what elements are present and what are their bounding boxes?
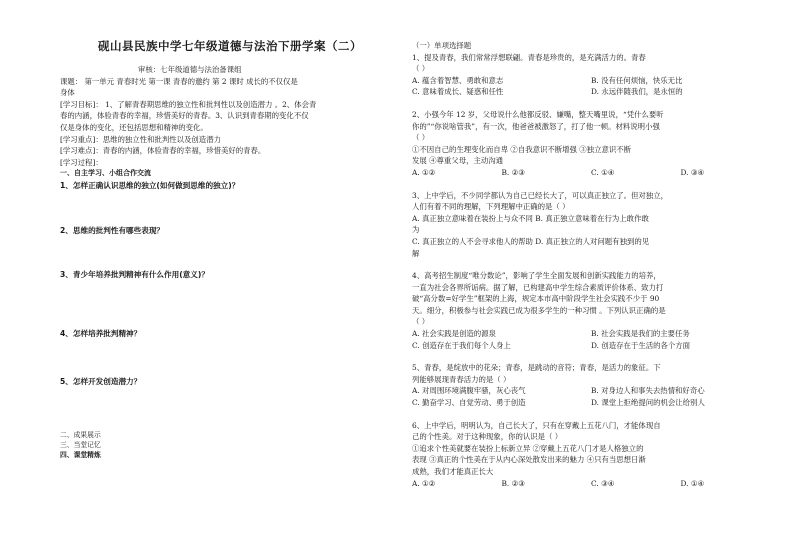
question-stem: 天。细分，积极参与社会实践已成为很多学生的一种习惯 。下列认识正确的是 [412,305,666,315]
objectives-line: [学习目标]： 1、了解青春期思维的独立性和批判性以及创造潜力 。2、体会青 [60,99,317,109]
statement-list: ①追求个性美就要在装扮上标新立异 ②穿戴上五花八门才是人格独立的 [412,443,644,453]
question-stem: 3、上中学后，不少同学都认为自己已经长大了，可以真正独立了。但对独立， [412,190,668,200]
options-row [412,167,770,179]
option-b: B. ②③ [501,167,525,177]
option-b: B. 没有任何烦恼，快乐无比 [591,75,683,85]
option-a: A. ①② [412,167,436,177]
options-row [412,478,770,490]
question-stem: 1、提及青春，我们常常浮想联翩。青春是珍贵的，是充满活力的。青春 [412,52,646,62]
mc-question-6 [412,420,770,490]
option-c: C. 勤奋学习、自觉劳动、勇于创造 [412,398,526,408]
option-d: D. 课堂上拒绝提问的机会让给别人 [591,398,705,408]
option-d-cont: 解 [412,248,420,258]
objectives-line: 仅是身体的变化，还包括思想和精神的变化。 [60,122,208,132]
question-stem: 你的”“你说啥管我”，有一次，他爸爸被激怒了，打了他一顿。材料说明小强 [412,121,660,131]
question-3: 3、青少年培养批判精神有什么作用(意义)？ [60,270,209,280]
option-c: C. 意味着成长、疑惑和任性 [412,87,504,97]
self-study-label: 一、自主学习、小组合作交流 [60,169,151,178]
section-results: 二、成果展示 [60,430,101,439]
option-c: C. ③④ [591,478,615,488]
option-d: D. 创造存在于生活的各个方面 [591,340,691,350]
option-b: B. ②③ [501,478,525,488]
option-a-b: A. 真正独立意味着在装扮上与众不同 B. 真正独立意味着在行为上敢作敢 [412,213,649,223]
question-4: 4、怎样培养批判精神？ [60,328,142,338]
right-column [412,40,770,489]
answer-blank: （ ） [412,64,430,74]
mc-question-2 [412,109,770,179]
process-label: [学习过程]： [60,157,103,167]
option-b-cont: 为 [412,225,420,235]
options-row [412,385,770,397]
mc-question-1 [412,52,770,98]
option-d: D. 永远伴随我们，是永恒的 [591,87,683,97]
question-5: 5、怎样开发创造潜力？ [60,377,142,387]
options-row [412,340,770,352]
option-b: B. 对身边人和事失去热情和好奇心 [591,386,705,396]
question-1: 1、怎样正确认识思维的独立(如何做到思维的独立)？ [60,180,240,190]
statement-list: 发展 ④尊重父母，主动沟通 [412,156,504,166]
mc-section-label: （一）单项选择题 [412,41,472,50]
question-stem: 己的个性美。对于这种现象，你的认识是（ ） [412,432,563,442]
reviewers-line: 审核：七年级道德与法治备课组 [138,65,242,74]
left-column [60,38,390,460]
options-row [412,75,770,87]
mc-question-4 [412,270,770,351]
question-stem: 2、小强今年 12 岁，父母说什么他都反驳、嫌嘴，整天嘴里说，“凭什么要听 [412,109,664,119]
option-b: B. 社会实践是我们的主要任务 [591,329,690,339]
options-row [412,397,770,409]
topic-line: 课题： 第一单元 青春时光 第一课 青春的邀约 第 2 课时 成长的不仅仅是 [60,76,298,86]
statement-list: ①不因自己的生理变化而自卑 ②自我意识不断增强 ③独立意识不断 [412,144,632,154]
topic-line-cont: 身体 [60,88,75,98]
mc-question-5 [412,362,770,408]
difficulty: [学习难点]：青春的内涵，体验青春的幸福，珍惜美好的青春。 [60,146,266,156]
key-point: [学习重点]：思维的独立性和批判性以及创造潜力 [60,134,221,144]
statement-list: 成熟，我们才能真正长大 [412,467,494,476]
mc-question-3 [412,190,770,260]
question-stem: 一直为社会各界所诟病。据了解，已构建高中学生综合素质评价体系、致力打 [412,282,664,292]
answer-blank: （ ） [412,317,430,327]
option-c-d: C. 真正独立的人不会寻求他人的帮助 D. 真正独立的人对问题有独到的见 [412,236,650,246]
statement-list: 表现 ③真正的个性美在于从内心深处散发出来的魅力 ④只有当思想日渐 [412,455,646,465]
option-a: A. 蕴含着智慧、勇敢和意志 [412,75,504,85]
question-stem: 6、上中学后，明明认为，自己长大了，只有在穿戴上五花八门，才能体现自 [412,420,661,430]
question-stem: 列能够展现青春活力的是（ ） [412,374,511,384]
option-c: C. 创造存在于我们每个人身上 [412,340,511,350]
options-row [412,328,770,340]
option-a: A. ①② [412,478,436,488]
question-stem: 5、青春，是绽放中的花朵；青春，是跳动的音符；青春，是活力的象征。下 [412,363,661,373]
section-memory: 三、当堂记忆 [60,440,101,449]
page-title: 砚山县民族中学七年级道德与法治下册学案（二） [98,39,362,53]
question-stem: 人们有着不同的理解，下列理解中正确的是（ ） [412,202,570,212]
option-c: C. ①④ [591,167,615,177]
objectives-line: 春的内涵，体验青春的幸福，珍惜美好的青春。3、认识到青春期的变化不仅 [60,111,309,121]
question-stem: 4、高考招生制度“唯分数论”，影响了学生全面发展和创新实践能力的培养， [412,271,661,281]
option-d: D. ③④ [680,167,705,177]
question-stem: 破“高分数=好学生”框架的上海，规定本市高中阶段学生社会实践不少于 90 [412,294,660,304]
options-row [412,86,770,98]
section-practice: 四、课堂精炼 [60,450,101,459]
option-d: D. ①④ [680,478,705,488]
option-a: A. 社会实践是创造的源泉 [412,329,496,339]
option-a: A. 对周围环境满腹牢骚，灰心丧气 [412,386,526,396]
answer-blank: （ ） [412,133,430,143]
question-2: 2、思维的批判性有哪些表现？ [60,225,165,235]
